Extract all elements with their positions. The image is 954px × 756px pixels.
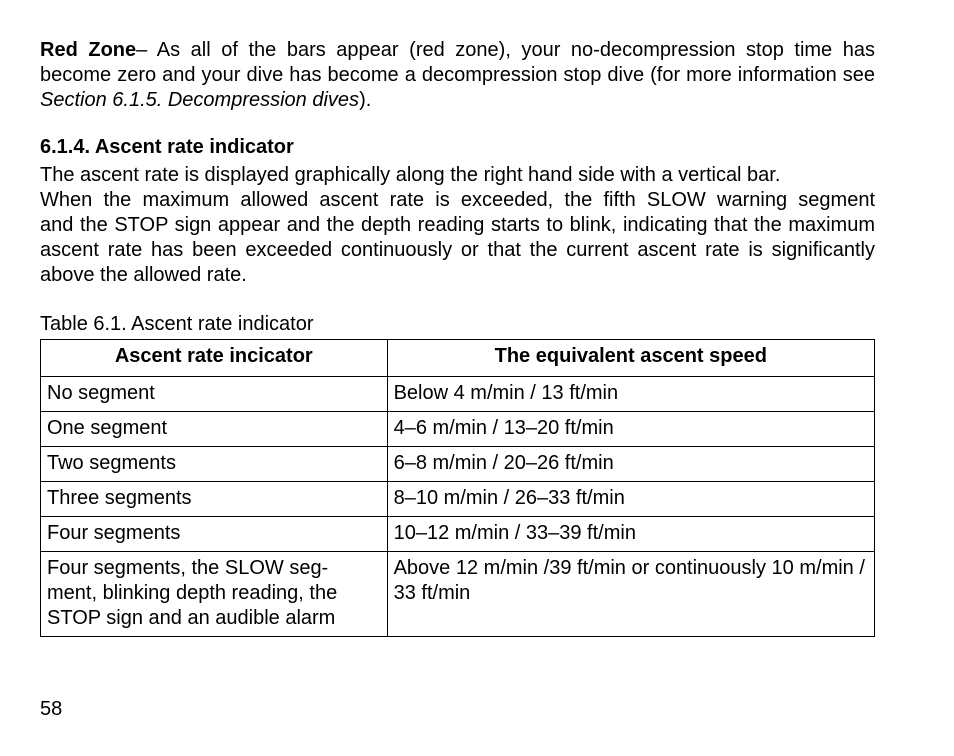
red-zone-text-end: ). <box>359 89 372 111</box>
table-cell: Above 12 m/min /39 ft/min or continuously 10 m/min / 33 ft/min <box>387 552 874 637</box>
section-heading: 6.1.4. Ascent rate indicator <box>40 136 294 158</box>
table-cell: Three segments <box>41 482 388 517</box>
red-zone-label: Red Zone <box>40 39 137 61</box>
ascent-rate-paragraph <box>40 163 875 288</box>
table-row <box>41 482 875 517</box>
paragraph-line-2: When the maximum allowed ascent rate is exceeded, the fifth SLOW warning segment <box>40 189 875 211</box>
table-row <box>41 552 875 637</box>
table-cell: Four segments, the SLOW seg- ment, blinking depth reading, the STOP sign and an audible alarm <box>41 552 388 637</box>
table-row <box>41 377 875 412</box>
table-cell: 4–6 m/min / 13–20 ft/min <box>387 412 874 447</box>
paragraph-line-3: and the STOP sign appear and the depth reading starts to blink, indicating that the maximum ascent rate has been exceeded continuously or that the current ascent rate is significantly above the allowed rate. <box>40 214 875 286</box>
page-number: 58 <box>40 698 63 720</box>
ascent-rate-table <box>40 339 875 637</box>
table-row <box>41 412 875 447</box>
table-caption: Table 6.1. Ascent rate indicator <box>40 313 314 335</box>
table-row <box>41 447 875 482</box>
table-cell: 10–12 m/min / 33–39 ft/min <box>387 517 874 552</box>
table-cell: Two segments <box>41 447 388 482</box>
section-reference: Section 6.1.5. Decompression dives <box>40 89 360 111</box>
red-zone-paragraph <box>40 38 875 113</box>
page-body <box>40 38 875 637</box>
table-cell: 8–10 m/min / 26–33 ft/min <box>387 482 874 517</box>
column-header-indicator: Ascent rate incicator <box>41 340 388 377</box>
column-header-speed: The equivalent ascent speed <box>387 340 874 377</box>
table-header-row <box>41 340 875 377</box>
table-cell: Below 4 m/min / 13 ft/min <box>387 377 874 412</box>
table-cell: Four segments <box>41 517 388 552</box>
table-cell: No segment <box>41 377 388 412</box>
table-cell: One segment <box>41 412 388 447</box>
table-cell: 6–8 m/min / 20–26 ft/min <box>387 447 874 482</box>
red-zone-text: – As all of the bars appear (red zone), your no-decompression stop time has become zero and your dive has become a decompression stop dive (for more information see <box>40 39 875 86</box>
paragraph-line-1: The ascent rate is displayed graphically along the right hand side with a vertical bar. <box>40 164 781 186</box>
table-row <box>41 517 875 552</box>
